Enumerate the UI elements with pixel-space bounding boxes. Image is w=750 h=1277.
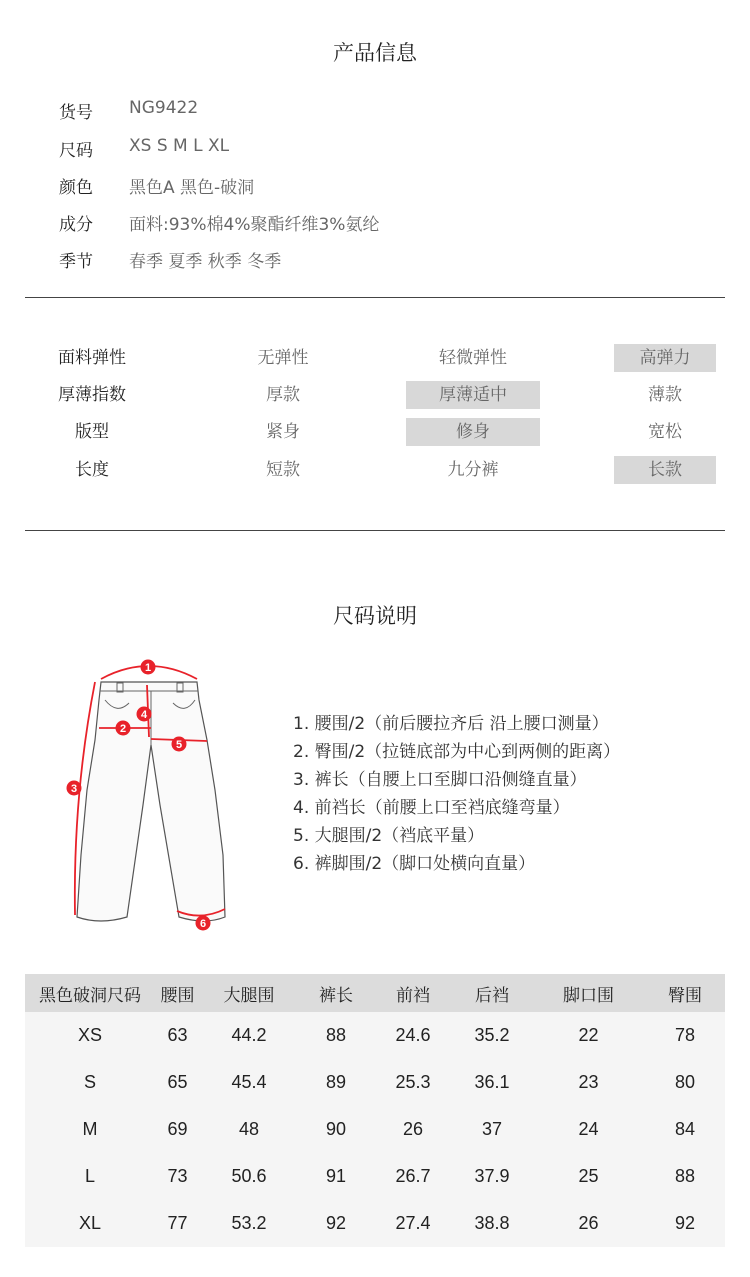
size-guide-title: 尺码说明	[333, 604, 417, 628]
table-cell: XS	[25, 1012, 155, 1059]
svg-text:3: 3	[70, 783, 78, 795]
table-cell: 37.9	[452, 1153, 532, 1200]
attr-option: 薄款	[648, 385, 682, 405]
column-header: 脚口围	[532, 974, 645, 1012]
table-cell: XL	[25, 1200, 155, 1247]
svg-text:5: 5	[175, 739, 183, 751]
table-cell: 44.2	[200, 1012, 298, 1059]
divider	[25, 530, 725, 531]
attr-row-fit	[25, 418, 725, 446]
column-header: 黑色破洞尺码	[25, 974, 155, 1012]
attr-row-thickness	[25, 381, 725, 409]
table-cell: 78	[645, 1012, 725, 1059]
table-cell: 90	[298, 1106, 374, 1153]
attr-option: 短款	[266, 460, 300, 480]
table-cell: 65	[155, 1059, 200, 1106]
table-cell: 73	[155, 1153, 200, 1200]
table-cell: 92	[298, 1200, 374, 1247]
table-cell: 91	[298, 1153, 374, 1200]
attr-row-length	[25, 456, 725, 484]
attr-option: 紧身	[266, 422, 300, 442]
table-cell: 22	[532, 1012, 645, 1059]
info-value: 黑色A 黑色-破洞	[129, 178, 255, 198]
table-cell: 38.8	[452, 1200, 532, 1247]
column-header: 腰围	[155, 974, 200, 1012]
table-cell: 84	[645, 1106, 725, 1153]
product-info-title: 产品信息	[333, 41, 417, 65]
note-item: 2. 臀围/2（拉链底部为中心到两侧的距离）	[293, 742, 621, 762]
attr-option: 轻微弹性	[439, 348, 507, 368]
table-cell: 50.6	[200, 1153, 298, 1200]
table-cell: 89	[298, 1059, 374, 1106]
table-cell: 25.3	[374, 1059, 452, 1106]
table-cell: 63	[155, 1012, 200, 1059]
table-cell: 25	[532, 1153, 645, 1200]
table-cell: 53.2	[200, 1200, 298, 1247]
attr-option: 宽松	[648, 422, 682, 442]
note-item: 6. 裤脚围/2（脚口处横向直量）	[293, 854, 536, 874]
table-row	[25, 1153, 725, 1200]
marker-3-icon	[67, 781, 82, 796]
marker-1-icon	[141, 660, 156, 675]
info-label: 尺码	[59, 141, 93, 161]
info-value: 面料:93%棉4%聚酯纤维3%氨纶	[129, 215, 380, 235]
info-label: 货号	[59, 103, 93, 123]
attr-label: 版型	[75, 422, 109, 442]
table-row	[25, 1200, 725, 1247]
note-item: 5. 大腿围/2（裆底平量）	[293, 826, 485, 846]
table-cell: 23	[532, 1059, 645, 1106]
table-cell: 80	[645, 1059, 725, 1106]
table-cell: 26	[532, 1200, 645, 1247]
svg-text:2: 2	[119, 723, 127, 735]
measurement-notes	[293, 710, 620, 878]
column-header: 大腿围	[200, 974, 298, 1012]
info-value: XS S M L XL	[129, 136, 230, 156]
column-header: 后裆	[452, 974, 532, 1012]
table-row	[25, 1106, 725, 1153]
table-cell: 27.4	[374, 1200, 452, 1247]
divider	[25, 297, 725, 298]
svg-text:6: 6	[199, 918, 207, 930]
table-cell: M	[25, 1106, 155, 1153]
attr-option: 无弹性	[257, 348, 309, 368]
info-label: 成分	[59, 215, 93, 235]
table-cell: S	[25, 1059, 155, 1106]
info-value: 春季 夏季 秋季 冬季	[129, 252, 282, 272]
note-item: 4. 前裆长（前腰上口至裆底缝弯量）	[293, 798, 570, 818]
attr-label: 长度	[75, 460, 109, 480]
marker-4-icon	[137, 707, 152, 722]
table-cell: 48	[200, 1106, 298, 1153]
table-cell: 37	[452, 1106, 532, 1153]
table-cell: 88	[298, 1012, 374, 1059]
svg-text:1: 1	[144, 662, 152, 674]
info-label: 颜色	[59, 178, 93, 198]
attr-row-elasticity	[25, 344, 725, 372]
note-item: 1. 腰围/2（前后腰拉齐后 沿上腰口测量）	[293, 714, 609, 734]
column-header: 臀围	[645, 974, 725, 1012]
column-header: 裤长	[298, 974, 374, 1012]
attr-label: 面料弹性	[58, 348, 126, 368]
table-cell: 69	[155, 1106, 200, 1153]
pants-diagram	[55, 655, 245, 935]
attr-option: 高弹力	[614, 344, 716, 372]
attr-label: 厚薄指数	[58, 385, 126, 405]
table-cell: L	[25, 1153, 155, 1200]
info-label: 季节	[59, 252, 93, 272]
column-header: 前裆	[374, 974, 452, 1012]
svg-text:4: 4	[140, 709, 148, 721]
note-item: 3. 裤长（自腰上口至脚口沿侧缝直量）	[293, 770, 587, 790]
table-cell: 24	[532, 1106, 645, 1153]
marker-2-icon	[116, 721, 131, 736]
table-row	[25, 1059, 725, 1106]
attr-option: 厚款	[266, 385, 300, 405]
table-cell: 36.1	[452, 1059, 532, 1106]
table-row	[25, 1012, 725, 1059]
table-cell: 24.6	[374, 1012, 452, 1059]
marker-6-icon	[196, 916, 211, 931]
attr-option: 修身	[406, 418, 540, 446]
table-cell: 35.2	[452, 1012, 532, 1059]
marker-5-icon	[172, 737, 187, 752]
table-cell: 45.4	[200, 1059, 298, 1106]
table-header-row	[25, 974, 725, 1012]
info-value: NG9422	[129, 98, 199, 118]
table-cell: 26.7	[374, 1153, 452, 1200]
table-cell: 26	[374, 1106, 452, 1153]
attr-option: 长款	[614, 456, 716, 484]
table-cell: 92	[645, 1200, 725, 1247]
attr-option: 厚薄适中	[406, 381, 540, 409]
table-cell: 77	[155, 1200, 200, 1247]
table-cell: 88	[645, 1153, 725, 1200]
attr-option: 九分裤	[447, 460, 499, 480]
size-table	[25, 974, 725, 1247]
